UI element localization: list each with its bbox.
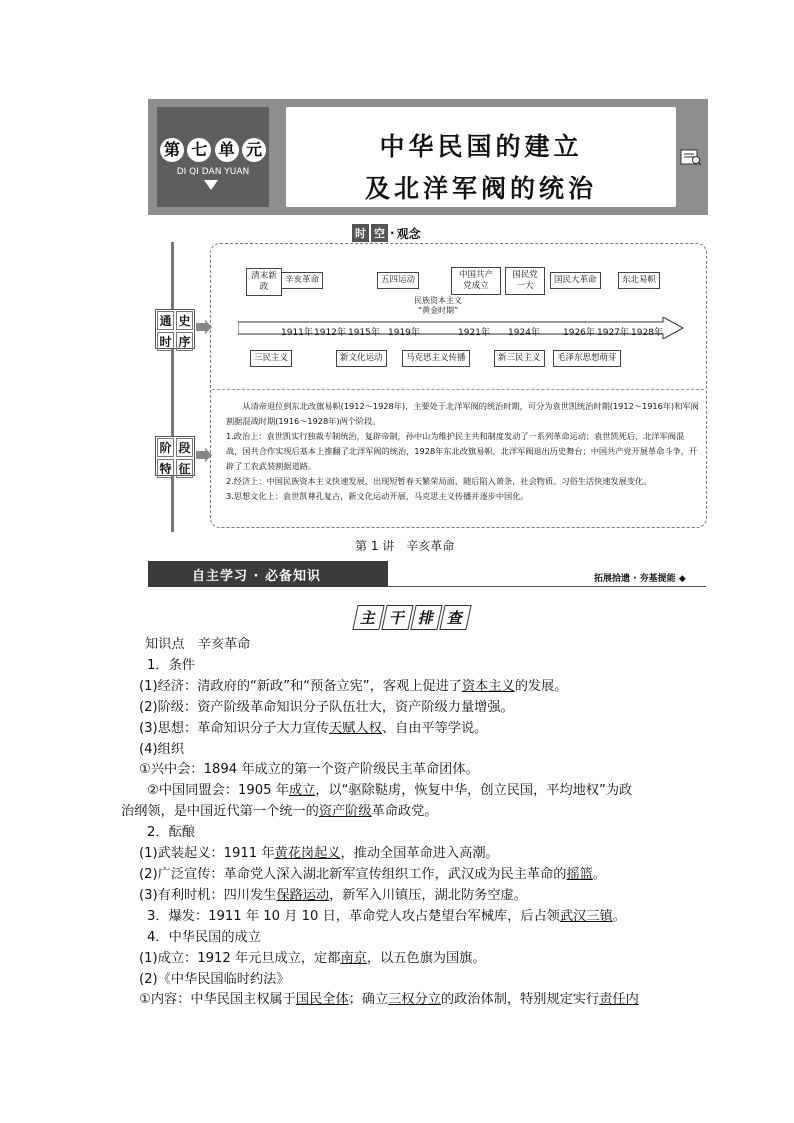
side-char: 史 xyxy=(176,311,193,330)
side-label-history xyxy=(155,309,195,349)
body-text xyxy=(121,635,699,1011)
section-char: 干 xyxy=(381,605,413,630)
note: “黄金时期” xyxy=(417,306,459,315)
year-label: 1927年 xyxy=(597,328,629,338)
unit-title xyxy=(160,138,266,162)
text-line: 知识点 辛亥革命 xyxy=(145,637,251,652)
note: 民族资本主义 xyxy=(414,296,462,305)
event-box: 国民大革命 xyxy=(550,272,601,289)
text-line: (2)广泛宣传：革命党人深入湖北新军宣传组织工作，武汉成为民主革命的摇篮。 xyxy=(139,866,607,882)
unit-pinyin: DI QI DAN YUAN xyxy=(176,167,250,177)
chip-time: 时 xyxy=(352,224,369,242)
down-triangle-icon xyxy=(204,180,218,190)
section-char: 排 xyxy=(410,605,442,630)
event-box: 毛泽东思想萌芽 xyxy=(553,350,621,367)
event-box: 五四运动 xyxy=(377,272,419,289)
year-label: 1921年 xyxy=(458,328,490,338)
unit-char: 元 xyxy=(242,138,266,162)
text-line: (1)成立：1912 年元旦成立，定都南京，以五色旗为国旗。 xyxy=(139,950,486,966)
text-line: (3)有利时机：四川发生保路运动，新军入川镇压，湖北防务空虚。 xyxy=(139,887,527,903)
year-label: 1926年 xyxy=(563,328,595,338)
text-line: 4．中华民国的成立 xyxy=(147,929,261,945)
event-box: 东北易帜 xyxy=(618,272,660,289)
divider xyxy=(388,586,706,587)
study-banner-text: 自主学习 · 必备知识 xyxy=(192,569,321,584)
side-char: 特 xyxy=(157,459,174,478)
divider xyxy=(212,389,704,391)
unit-char: 单 xyxy=(215,138,239,162)
year-label: 1912年 xyxy=(314,328,346,338)
event-box: 清末新政 xyxy=(246,268,282,296)
event-box: 三民主义 xyxy=(250,350,292,367)
stage-paragraph: 2.经济上：中国民族资本主义快速发展，出现短暂春天繁荣局面，随后陷入萧条，社会物质、习俗生活快速发展变化。 xyxy=(226,476,652,486)
text-line: 3．爆发：1911 年 10 月 10 日，革命党人攻占楚望台军械库，后占领武汉三镇。 xyxy=(147,908,626,924)
event-box: 辛亥革命 xyxy=(281,272,323,289)
section-char: 主 xyxy=(352,605,384,630)
year-label: 1911年 xyxy=(281,328,313,338)
time-space-heading xyxy=(352,224,421,242)
event-box: 马克思主义传播 xyxy=(402,350,470,367)
dot: · xyxy=(390,226,395,240)
text-line: 治纲领，是中国近代第一个统一的资产阶级革命政党。 xyxy=(121,804,438,820)
stage-characteristics xyxy=(226,399,700,504)
study-right-label: 拓展拾遗 · 夯基提能 ◆ xyxy=(594,574,686,584)
text-line: 1．条件 xyxy=(147,657,195,673)
book-search-icon xyxy=(680,148,702,166)
side-label-stage xyxy=(155,436,195,476)
text-line: ①内容：中华民国主权属于国民全体；确立三权分立的政治体制，特别规定实行责任内 xyxy=(139,992,639,1008)
text-line: (3)思想：革命知识分子大力宣传天赋人权、自由平等学说。 xyxy=(139,720,488,736)
event-box: 新文化运动 xyxy=(336,350,387,367)
text-line: ②中国同盟会：1905 年成立，以“驱除鞑虏，恢复中华，创立民国，平均地权”为政 xyxy=(147,783,633,799)
vertical-rule xyxy=(171,242,174,532)
lecture-title: 第 1 讲 辛亥革命 xyxy=(355,539,455,553)
year-label: 1928年 xyxy=(631,328,663,338)
year-label: 1919年 xyxy=(388,328,420,338)
page-title xyxy=(286,107,676,207)
year-label: 1924年 xyxy=(508,328,540,338)
side-char: 段 xyxy=(176,438,193,457)
text-line: 2．酝酿 xyxy=(147,825,195,841)
side-char: 征 xyxy=(176,459,193,478)
side-char: 通 xyxy=(157,311,174,330)
chip-space: 空 xyxy=(371,224,388,242)
text-line: (2)阶级：资产阶级革命知识分子队伍壮大，资产阶级力量增强。 xyxy=(139,699,514,715)
side-char: 序 xyxy=(176,332,193,351)
time-space-label: 观念 xyxy=(396,226,421,241)
side-char: 阶 xyxy=(157,438,174,457)
event-box: 中国共产党成立 xyxy=(451,267,501,295)
unit-char: 第 xyxy=(160,138,184,162)
event-box: 新三民主义 xyxy=(494,350,545,367)
event-box: 国民党一大 xyxy=(505,267,545,295)
title-line-2: 及北洋军阀的统治 xyxy=(364,174,597,203)
year-label: 1915年 xyxy=(348,328,380,338)
section-char: 查 xyxy=(439,605,471,630)
unit-char: 七 xyxy=(187,138,211,162)
side-char: 时 xyxy=(157,332,174,351)
text-line: ①兴中会：1894 年成立的第一个资产阶级民主革命团体。 xyxy=(139,762,479,778)
title-line-1: 中华民国的建立 xyxy=(379,132,583,161)
text-line: (1)武装起义：1911 年黄花岗起义，推动全国革命进入高潮。 xyxy=(139,846,499,862)
stage-paragraph: 3.思想文化上：袁世凯尊孔复古，新文化运动开展，马克思主义传播并逐步中国化。 xyxy=(226,491,529,501)
section-title xyxy=(355,605,469,630)
text-line: (2)《中华民国临时约法》 xyxy=(139,971,290,987)
stage-paragraph: 1.政治上：袁世凯实行独裁专制统治，复辟帝制，孙中山为维护民主共和制度发动了一系列革命运动；袁世凯死后，北洋军阀混战，国共合作实现后基本上推翻了北洋军阀的统治，1928年东北改旗易帜，北洋军阀退出历史舞台；中国共产党开展革命斗争，开辟了工农武装割据道路。 xyxy=(226,431,698,471)
text-line: (1)经济：清政府的“新政”和“预备立宪”，客观上促进了资本主义的发展。 xyxy=(139,678,568,694)
text-line: (4)组织 xyxy=(139,741,185,757)
stage-paragraph: 从清帝退位到东北改旗易帜(1912～1928年)，主要处于北洋军阀的统治时期，可分为袁世凯统治时期(1912～1916年)和军阀割据混战时期(1916～1928年)两个阶段。 xyxy=(226,401,699,426)
